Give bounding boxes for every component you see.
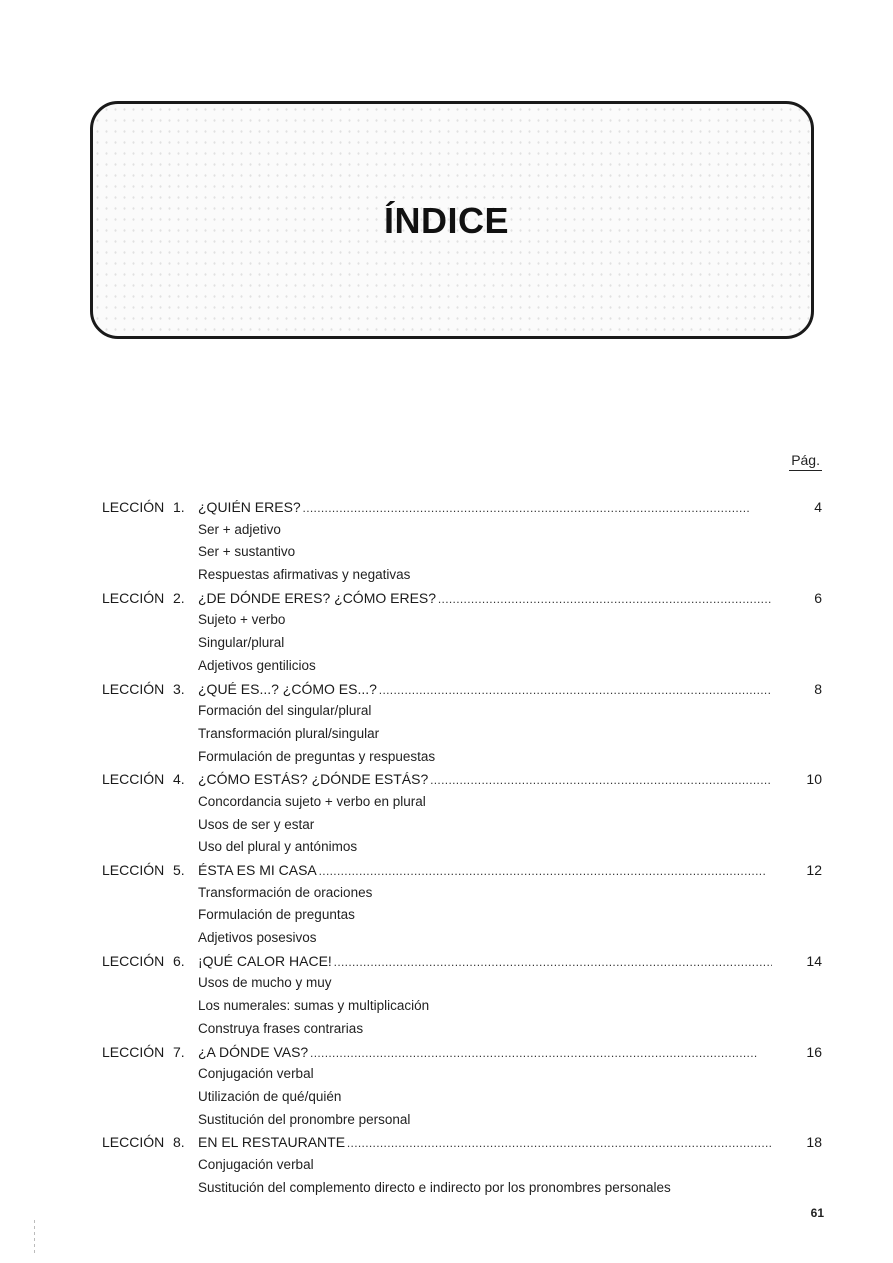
lesson-topic: Transformación plural/singular bbox=[198, 725, 380, 741]
lesson-page: 10 bbox=[806, 771, 822, 788]
lesson-topic: Construya frases contrarias bbox=[198, 1020, 364, 1036]
lesson-number: 2. bbox=[173, 589, 185, 606]
lesson-page: 8 bbox=[814, 680, 822, 697]
lesson-topic: Utilización de qué/quién bbox=[198, 1088, 342, 1104]
lesson-title-leader bbox=[198, 768, 772, 792]
lesson-number: 3. bbox=[173, 680, 185, 697]
lesson-row bbox=[0, 496, 893, 519]
lesson-row bbox=[0, 950, 893, 973]
lesson-topic: Los numerales: sumas y multiplicación bbox=[198, 998, 430, 1014]
page-title: ÍNDICE bbox=[383, 200, 509, 241]
lesson-title: ¡QUÉ CALOR HACE! bbox=[198, 952, 332, 969]
lesson-topic: Usos de ser y estar bbox=[198, 816, 315, 832]
lesson-topic: Sustitución del complemento directo e indirecto por los pronombres personales bbox=[198, 1179, 671, 1195]
lesson-number: 8. bbox=[173, 1134, 185, 1151]
lesson-topic: Usos de mucho y muy bbox=[198, 975, 332, 991]
lesson-page: 14 bbox=[806, 952, 822, 969]
lesson-title-leader bbox=[198, 1041, 772, 1065]
lesson-topic: Sustitución del pronombre personal bbox=[198, 1111, 411, 1127]
lesson-title-leader bbox=[198, 587, 772, 611]
lesson-title-leader bbox=[198, 859, 772, 883]
lesson-page: 18 bbox=[806, 1134, 822, 1151]
lesson-page: 12 bbox=[806, 862, 822, 878]
lesson-label: LECCIÓN bbox=[102, 499, 165, 515]
lesson-topic: Concordancia sujeto + verbo en plural bbox=[198, 793, 426, 809]
lesson-title-leader bbox=[198, 950, 772, 974]
lesson-title: ¿QUÉ ES...? ¿CÓMO ES...? bbox=[198, 680, 377, 697]
lesson-title: ¿CÓMO ESTÁS? ¿DÓNDE ESTÁS? bbox=[198, 771, 429, 788]
lesson-topic: Formulación de preguntas y respuestas bbox=[198, 748, 436, 764]
lesson-topic: Uso del plural y antónimos bbox=[198, 839, 358, 855]
lesson-number: 1. bbox=[173, 499, 185, 515]
lesson-topic: Ser + sustantivo bbox=[198, 544, 296, 560]
lesson-label: LECCIÓN bbox=[102, 952, 165, 969]
margin-mark bbox=[34, 1220, 35, 1256]
lesson-title-leader bbox=[198, 496, 772, 520]
lesson-title-leader bbox=[198, 1131, 772, 1155]
lesson-topic: Sujeto + verbo bbox=[198, 612, 286, 628]
lesson-topic: Formulación de preguntas bbox=[198, 907, 355, 923]
lesson-topic: Conjugación verbal bbox=[198, 1066, 314, 1082]
lesson-label: LECCIÓN bbox=[102, 589, 165, 606]
lesson-number: 5. bbox=[173, 862, 185, 878]
lesson-row bbox=[0, 1041, 893, 1064]
lesson-row bbox=[0, 768, 893, 791]
lesson-topic: Formación del singular/plural bbox=[198, 703, 372, 719]
lesson-number: 4. bbox=[173, 771, 185, 788]
lesson-label: LECCIÓN bbox=[102, 1043, 165, 1060]
lesson-topic: Respuestas afirmativas y negativas bbox=[198, 567, 411, 583]
lesson-topic: Adjetivos gentilicios bbox=[198, 657, 316, 673]
lesson-row bbox=[0, 859, 893, 882]
lesson-topic: Conjugación verbal bbox=[198, 1156, 314, 1172]
lesson-row bbox=[0, 678, 893, 701]
lesson-title-leader bbox=[198, 678, 772, 702]
table-of-contents bbox=[0, 496, 893, 1199]
lesson-row bbox=[0, 587, 893, 610]
lesson-title: ¿DE DÓNDE ERES? ¿CÓMO ERES? bbox=[198, 589, 437, 606]
page-column-header: Pág. bbox=[789, 452, 822, 471]
lesson-label: LECCIÓN bbox=[102, 1134, 165, 1151]
lesson-row bbox=[0, 1131, 893, 1154]
lesson-page: 16 bbox=[806, 1043, 822, 1060]
lesson-topic: Transformación de oraciones bbox=[198, 884, 373, 900]
lesson-label: LECCIÓN bbox=[102, 680, 165, 697]
lesson-title: ¿A DÓNDE VAS? bbox=[198, 1043, 309, 1060]
lesson-topic: Singular/plural bbox=[198, 635, 285, 651]
lesson-page: 6 bbox=[814, 589, 822, 606]
lesson-topic: Adjetivos posesivos bbox=[198, 930, 317, 946]
lesson-title: EN EL RESTAURANTE bbox=[198, 1134, 346, 1151]
lesson-label: LECCIÓN bbox=[102, 862, 165, 878]
page-number: 61 bbox=[810, 1206, 824, 1220]
lesson-title: ÉSTA ES MI CASA bbox=[198, 862, 317, 878]
lesson-page: 4 bbox=[814, 499, 822, 515]
lesson-topic: Ser + adjetivo bbox=[198, 521, 281, 537]
lesson-number: 7. bbox=[173, 1043, 185, 1060]
lesson-label: LECCIÓN bbox=[102, 771, 165, 788]
lesson-number: 6. bbox=[173, 952, 185, 969]
lesson-title: ¿QUIÉN ERES? bbox=[198, 499, 301, 515]
